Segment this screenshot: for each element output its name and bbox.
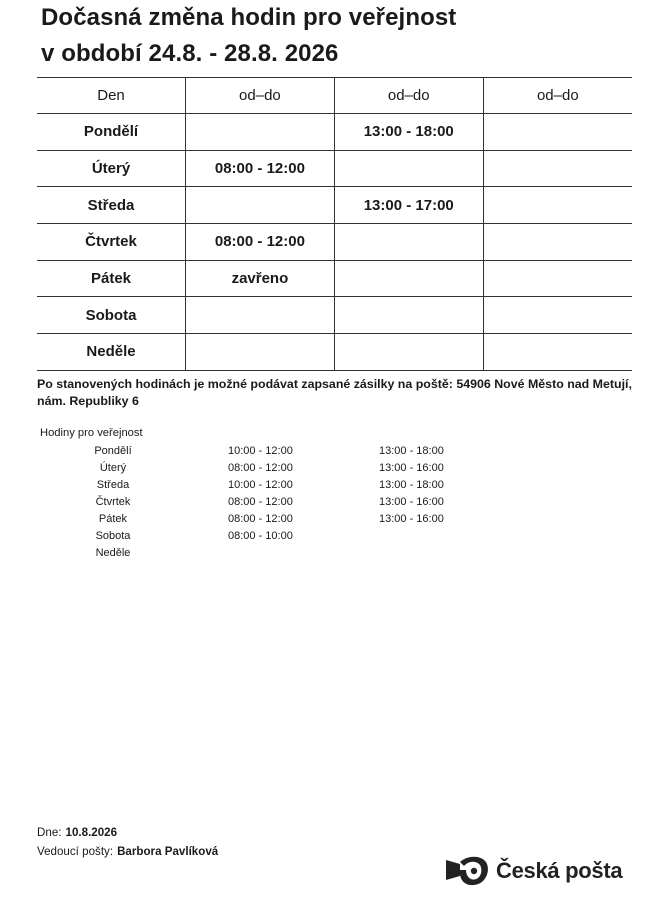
hours-morning: 08:00 - 12:00 <box>228 513 293 525</box>
date-line <box>37 826 117 839</box>
table-row <box>37 114 632 151</box>
hours-day: Pondělí <box>94 445 132 457</box>
list-item <box>0 462 655 479</box>
hours-afternoon: 13:00 - 16:00 <box>379 496 444 508</box>
day-cell: Pondělí <box>37 114 186 151</box>
header-from-to-3: od–do <box>483 78 632 114</box>
hours-afternoon: 13:00 - 18:00 <box>379 479 444 491</box>
hours-morning: 08:00 - 10:00 <box>228 530 293 542</box>
manager-line <box>37 845 218 858</box>
list-item <box>0 496 655 513</box>
time-cell: 13:00 - 17:00 <box>334 187 483 224</box>
time-cell <box>334 224 483 261</box>
day-cell: Středa <box>37 187 186 224</box>
time-cell <box>483 334 632 371</box>
manager-value: Barbora Pavlíková <box>117 845 219 858</box>
time-cell: 08:00 - 12:00 <box>186 150 335 187</box>
time-cell <box>334 297 483 334</box>
page-title-line-1: Dočasná změna hodin pro veřejnost <box>41 4 457 31</box>
time-cell <box>483 114 632 151</box>
public-hours-list <box>0 445 655 564</box>
time-cell: 08:00 - 12:00 <box>186 224 335 261</box>
date-label: Dne: <box>37 826 62 839</box>
time-cell <box>186 297 335 334</box>
time-cell <box>483 224 632 261</box>
time-cell <box>334 150 483 187</box>
time-cell: zavřeno <box>186 260 335 297</box>
hours-day: Sobota <box>95 530 131 542</box>
hours-day: Pátek <box>98 513 128 525</box>
time-cell <box>186 334 335 371</box>
table-row <box>37 150 632 187</box>
hours-afternoon: 13:00 - 18:00 <box>379 445 444 457</box>
table-row <box>37 260 632 297</box>
manager-label: Vedoucí pošty: <box>37 845 114 858</box>
time-cell <box>483 297 632 334</box>
time-cell <box>483 150 632 187</box>
hours-morning: 10:00 - 12:00 <box>228 445 293 457</box>
hours-morning: 08:00 - 12:00 <box>228 496 293 508</box>
hours-afternoon: 13:00 - 16:00 <box>379 462 444 474</box>
day-cell: Čtvrtek <box>37 224 186 261</box>
temporary-hours-table <box>37 77 632 371</box>
table-header-row <box>37 78 632 114</box>
page-title-line-2: v období 24.8. - 28.8. 2026 <box>41 40 339 67</box>
post-horn-icon <box>444 854 490 888</box>
table-row <box>37 224 632 261</box>
table-row <box>37 334 632 371</box>
hours-day: Středa <box>96 479 130 491</box>
header-from-to-2: od–do <box>334 78 483 114</box>
hours-day: Úterý <box>99 462 127 474</box>
table-row <box>37 187 632 224</box>
list-item <box>0 530 655 547</box>
logo-text: Česká pošta <box>496 858 623 883</box>
hours-morning: 08:00 - 12:00 <box>228 462 293 474</box>
day-cell: Pátek <box>37 260 186 297</box>
date-value: 10.8.2026 <box>65 826 118 839</box>
list-item <box>0 479 655 496</box>
hours-day: Čtvrtek <box>95 496 131 508</box>
header-from-to-1: od–do <box>186 78 335 114</box>
time-cell <box>483 260 632 297</box>
time-cell <box>334 334 483 371</box>
time-cell <box>483 187 632 224</box>
time-cell <box>186 187 335 224</box>
list-item <box>0 513 655 530</box>
hours-afternoon: 13:00 - 16:00 <box>379 513 444 525</box>
day-cell: Neděle <box>37 334 186 371</box>
time-cell <box>334 260 483 297</box>
day-cell: Úterý <box>37 150 186 187</box>
hours-day: Neděle <box>95 547 131 559</box>
list-item <box>0 445 655 462</box>
hours-morning: 10:00 - 12:00 <box>228 479 293 491</box>
table-row <box>37 297 632 334</box>
list-item <box>0 547 655 564</box>
public-hours-title: Hodiny pro veřejnost <box>40 427 143 439</box>
ceska-posta-logo <box>444 851 622 891</box>
time-cell: 13:00 - 18:00 <box>334 114 483 151</box>
day-cell: Sobota <box>37 297 186 334</box>
time-cell <box>186 114 335 151</box>
header-day: Den <box>37 78 186 114</box>
after-hours-note: Po stanovených hodinách je možné podávat zapsané zásilky na poště: 54906 Nové Město nad Metují, nám. Republiky 6 <box>37 377 632 408</box>
